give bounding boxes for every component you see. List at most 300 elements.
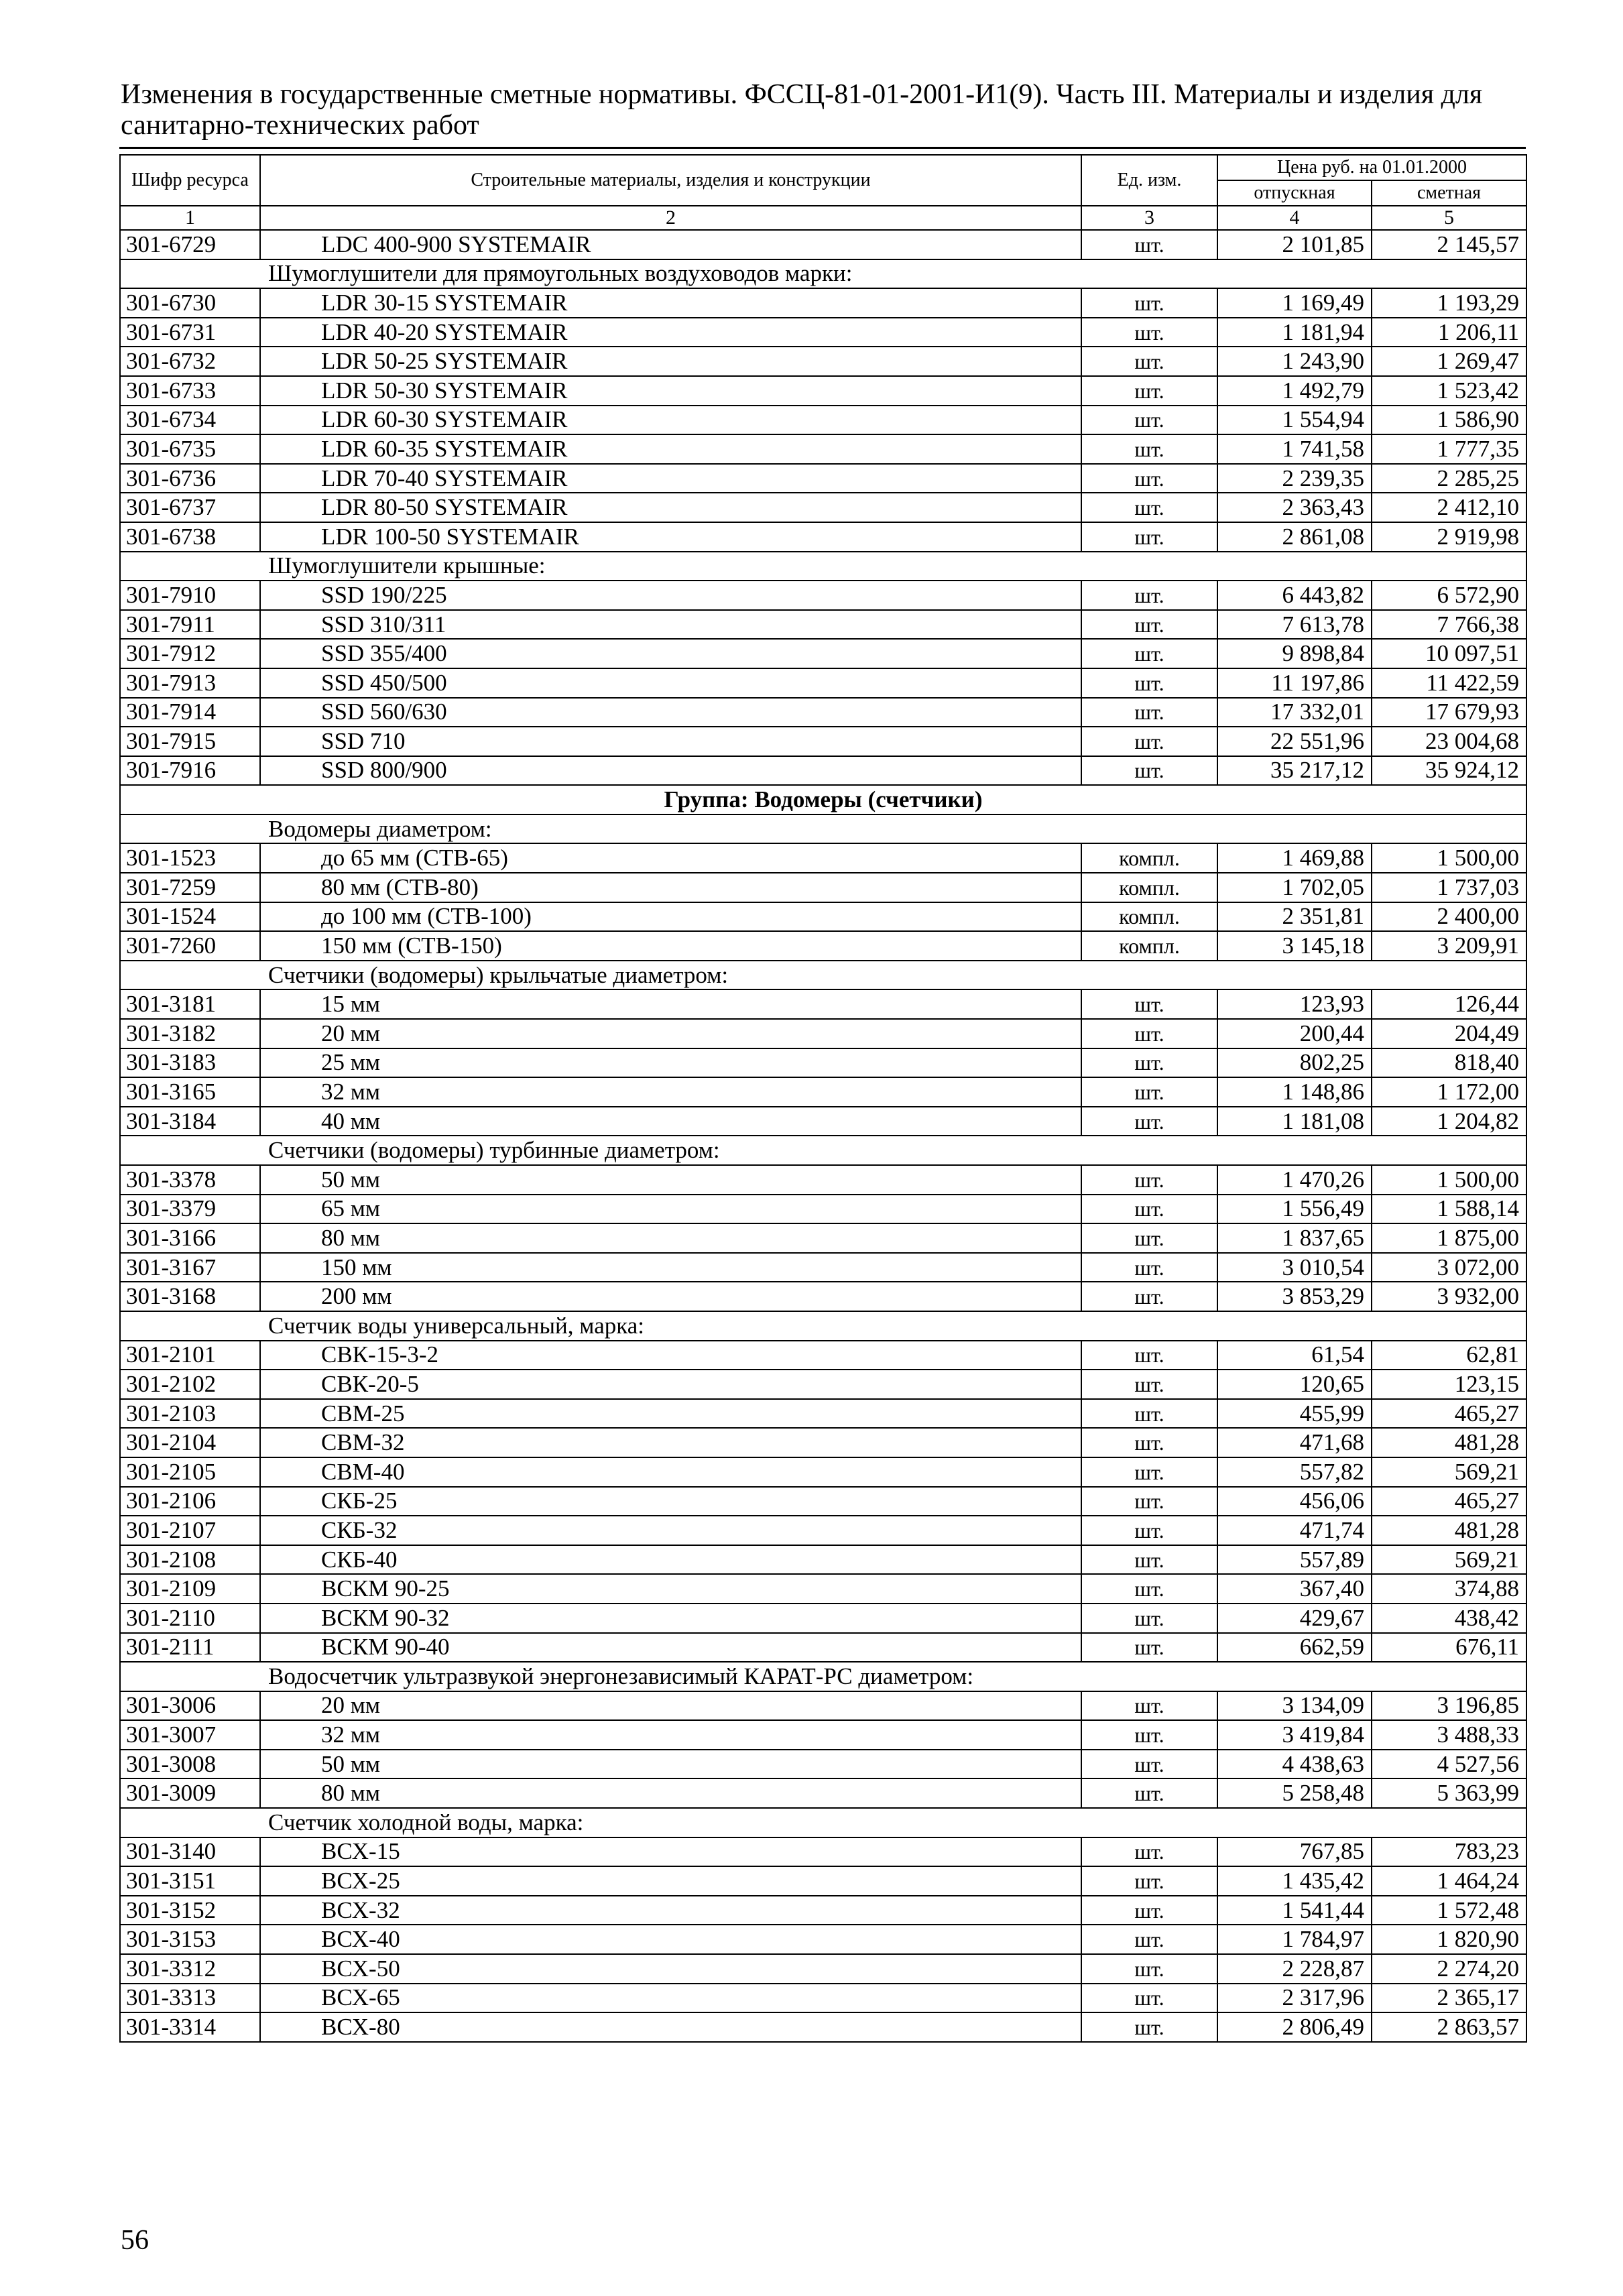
material-name: 20 мм <box>260 1019 1081 1048</box>
release-price: 5 258,48 <box>1217 1778 1372 1808</box>
estimate-price: 1 588,14 <box>1372 1195 1526 1224</box>
material-name: LDR 70-40 SYSTEMAIR <box>260 464 1081 493</box>
table-row <box>120 1604 1526 1633</box>
resource-code: 301-6729 <box>120 230 260 259</box>
material-name: LDR 100-50 SYSTEMAIR <box>260 522 1081 552</box>
resource-code: 301-3313 <box>120 1984 260 2013</box>
table-row <box>120 1165 1526 1195</box>
col-release-header: отпускная <box>1217 180 1372 206</box>
material-name: до 100 мм (СТВ-100) <box>260 902 1081 932</box>
unit-of-measure: компл. <box>1081 873 1217 902</box>
col-number: 3 <box>1081 206 1217 230</box>
resource-code: 301-2101 <box>120 1341 260 1370</box>
material-name: 25 мм <box>260 1048 1081 1078</box>
release-price: 802,25 <box>1217 1048 1372 1078</box>
release-price: 4 438,63 <box>1217 1750 1372 1779</box>
section-title: Счетчики (водомеры) турбинные диаметром: <box>120 1136 1526 1165</box>
table-row <box>120 873 1526 902</box>
estimate-price: 1 269,47 <box>1372 347 1526 376</box>
unit-of-measure: шт. <box>1081 493 1217 522</box>
table-row <box>120 1633 1526 1663</box>
section-title: Водосчетчик ультразвукой энергонезависимый КАРАТ-РС диаметром: <box>120 1662 1526 1691</box>
release-price: 11 197,86 <box>1217 668 1372 698</box>
resource-code: 301-3183 <box>120 1048 260 1078</box>
estimate-price: 35 924,12 <box>1372 756 1526 786</box>
resource-code: 301-3009 <box>120 1778 260 1808</box>
unit-of-measure: шт. <box>1081 1107 1217 1136</box>
unit-of-measure: шт. <box>1081 434 1217 464</box>
resource-code: 301-3166 <box>120 1223 260 1253</box>
release-price: 2 861,08 <box>1217 522 1372 552</box>
col-number: 4 <box>1217 206 1372 230</box>
table-row <box>120 931 1526 961</box>
resource-code: 301-7260 <box>120 931 260 961</box>
resource-code: 301-3153 <box>120 1925 260 1954</box>
table-row <box>120 376 1526 406</box>
material-name: ВСХ-40 <box>260 1925 1081 1954</box>
material-name: LDC 400-900 SYSTEMAIR <box>260 230 1081 259</box>
estimate-price: 1 875,00 <box>1372 1223 1526 1253</box>
estimate-price: 4 527,56 <box>1372 1750 1526 1779</box>
resource-code: 301-3151 <box>120 1866 260 1896</box>
release-price: 456,06 <box>1217 1487 1372 1516</box>
release-price: 3 134,09 <box>1217 1691 1372 1721</box>
table-row <box>120 1223 1526 1253</box>
unit-of-measure: шт. <box>1081 1019 1217 1048</box>
estimate-price: 2 145,57 <box>1372 230 1526 259</box>
unit-of-measure: шт. <box>1081 1633 1217 1663</box>
table-row <box>120 843 1526 873</box>
material-name: 80 мм <box>260 1778 1081 1808</box>
estimate-price: 5 363,99 <box>1372 1778 1526 1808</box>
resource-code: 301-6730 <box>120 288 260 318</box>
unit-of-measure: шт. <box>1081 1077 1217 1107</box>
unit-of-measure: компл. <box>1081 843 1217 873</box>
material-name: SSD 450/500 <box>260 668 1081 698</box>
resource-code: 301-1523 <box>120 843 260 873</box>
table-row <box>120 1896 1526 1925</box>
table-row <box>120 1866 1526 1896</box>
estimate-price: 3 209,91 <box>1372 931 1526 961</box>
resource-code: 301-2106 <box>120 1487 260 1516</box>
section-row <box>120 814 1526 844</box>
section-row <box>120 1311 1526 1341</box>
release-price: 767,85 <box>1217 1837 1372 1867</box>
unit-of-measure: шт. <box>1081 288 1217 318</box>
unit-of-measure: шт. <box>1081 1604 1217 1633</box>
price-table <box>119 154 1527 2043</box>
unit-of-measure: шт. <box>1081 464 1217 493</box>
table-row <box>120 1370 1526 1399</box>
table-row <box>120 406 1526 435</box>
unit-of-measure: шт. <box>1081 1778 1217 1808</box>
resource-code: 301-3165 <box>120 1077 260 1107</box>
release-price: 1 181,08 <box>1217 1107 1372 1136</box>
table-row <box>120 1048 1526 1078</box>
release-price: 557,89 <box>1217 1545 1372 1575</box>
unit-of-measure: шт. <box>1081 376 1217 406</box>
resource-code: 301-3314 <box>120 2012 260 2042</box>
unit-of-measure: шт. <box>1081 1896 1217 1925</box>
resource-code: 301-7911 <box>120 610 260 640</box>
material-name: 65 мм <box>260 1195 1081 1224</box>
estimate-price: 1 523,42 <box>1372 376 1526 406</box>
unit-of-measure: шт. <box>1081 668 1217 698</box>
material-name: СКБ-32 <box>260 1516 1081 1545</box>
unit-of-measure: шт. <box>1081 318 1217 347</box>
release-price: 1 556,49 <box>1217 1195 1372 1224</box>
col-unit-header: Ед. изм. <box>1081 155 1217 206</box>
release-price: 367,40 <box>1217 1574 1372 1604</box>
estimate-price: 11 422,59 <box>1372 668 1526 698</box>
estimate-price: 465,27 <box>1372 1399 1526 1429</box>
section-title: Счетчик воды универсальный, марка: <box>120 1311 1526 1341</box>
material-name: LDR 60-30 SYSTEMAIR <box>260 406 1081 435</box>
estimate-price: 62,81 <box>1372 1341 1526 1370</box>
unit-of-measure: шт. <box>1081 1457 1217 1487</box>
release-price: 1 435,42 <box>1217 1866 1372 1896</box>
material-name: LDR 60-35 SYSTEMAIR <box>260 434 1081 464</box>
release-price: 17 332,01 <box>1217 698 1372 727</box>
estimate-price: 6 572,90 <box>1372 581 1526 610</box>
material-name: 32 мм <box>260 1077 1081 1107</box>
estimate-price: 481,28 <box>1372 1428 1526 1457</box>
section-title: Водомеры диаметром: <box>120 814 1526 844</box>
estimate-price: 3 488,33 <box>1372 1720 1526 1750</box>
resource-code: 301-3008 <box>120 1750 260 1779</box>
release-price: 662,59 <box>1217 1633 1372 1663</box>
release-price: 9 898,84 <box>1217 639 1372 668</box>
table-row <box>120 1077 1526 1107</box>
unit-of-measure: шт. <box>1081 1574 1217 1604</box>
estimate-price: 1 572,48 <box>1372 1896 1526 1925</box>
release-price: 6 443,82 <box>1217 581 1372 610</box>
material-name: SSD 310/311 <box>260 610 1081 640</box>
estimate-price: 481,28 <box>1372 1516 1526 1545</box>
resource-code: 301-7910 <box>120 581 260 610</box>
material-name: 20 мм <box>260 1691 1081 1721</box>
unit-of-measure: шт. <box>1081 2012 1217 2042</box>
resource-code: 301-7913 <box>120 668 260 698</box>
release-price: 1 243,90 <box>1217 347 1372 376</box>
unit-of-measure: шт. <box>1081 1516 1217 1545</box>
resource-code: 301-6733 <box>120 376 260 406</box>
unit-of-measure: шт. <box>1081 1048 1217 1078</box>
release-price: 2 317,96 <box>1217 1984 1372 2013</box>
resource-code: 301-3182 <box>120 1019 260 1048</box>
resource-code: 301-3152 <box>120 1896 260 1925</box>
document-header: Изменения в государственные сметные нормативы. ФССЦ-81-01-2001-И1(9). Часть III. Материалы и изделия для санитарно-технических работ <box>121 79 1483 141</box>
release-price: 120,65 <box>1217 1370 1372 1399</box>
material-name: СКБ-40 <box>260 1545 1081 1575</box>
material-name: 150 мм <box>260 1253 1081 1282</box>
page-number: 56 <box>121 2225 149 2256</box>
resource-code: 301-6731 <box>120 318 260 347</box>
table-body <box>120 230 1526 2042</box>
estimate-price: 1 204,82 <box>1372 1107 1526 1136</box>
estimate-price: 2 863,57 <box>1372 2012 1526 2042</box>
table-row <box>120 1516 1526 1545</box>
material-name: ВСХ-50 <box>260 1954 1081 1984</box>
unit-of-measure: шт. <box>1081 1720 1217 1750</box>
estimate-price: 438,42 <box>1372 1604 1526 1633</box>
section-title: Счетчики (водомеры) крыльчатые диаметром: <box>120 961 1526 990</box>
material-name: СВК-20-5 <box>260 1370 1081 1399</box>
release-price: 1 784,97 <box>1217 1925 1372 1954</box>
resource-code: 301-3168 <box>120 1282 260 1311</box>
resource-code: 301-3007 <box>120 1720 260 1750</box>
table-row <box>120 1720 1526 1750</box>
estimate-price: 1 777,35 <box>1372 434 1526 464</box>
release-price: 1 554,94 <box>1217 406 1372 435</box>
estimate-price: 204,49 <box>1372 1019 1526 1048</box>
estimate-price: 2 919,98 <box>1372 522 1526 552</box>
unit-of-measure: шт. <box>1081 1399 1217 1429</box>
table-row <box>120 1253 1526 1282</box>
estimate-price: 126,44 <box>1372 989 1526 1019</box>
table-row <box>120 1341 1526 1370</box>
estimate-price: 676,11 <box>1372 1633 1526 1663</box>
release-price: 3 010,54 <box>1217 1253 1372 1282</box>
material-name: 15 мм <box>260 989 1081 1019</box>
material-name: 32 мм <box>260 1720 1081 1750</box>
material-name: 150 мм (СТВ-150) <box>260 931 1081 961</box>
material-name: ВСХ-15 <box>260 1837 1081 1867</box>
col-number: 5 <box>1372 206 1526 230</box>
release-price: 35 217,12 <box>1217 756 1372 786</box>
material-name: ВСХ-32 <box>260 1896 1081 1925</box>
table-row <box>120 727 1526 756</box>
table-row <box>120 1399 1526 1429</box>
table-row <box>120 1195 1526 1224</box>
release-price: 557,82 <box>1217 1457 1372 1487</box>
estimate-price: 1 193,29 <box>1372 288 1526 318</box>
table-row <box>120 1428 1526 1457</box>
estimate-price: 2 365,17 <box>1372 1984 1526 2013</box>
release-price: 1 169,49 <box>1217 288 1372 318</box>
resource-code: 301-3312 <box>120 1954 260 1984</box>
unit-of-measure: шт. <box>1081 610 1217 640</box>
material-name: SSD 800/900 <box>260 756 1081 786</box>
material-name: LDR 40-20 SYSTEMAIR <box>260 318 1081 347</box>
resource-code: 301-2103 <box>120 1399 260 1429</box>
estimate-price: 1 500,00 <box>1372 1165 1526 1195</box>
release-price: 471,68 <box>1217 1428 1372 1457</box>
table-row <box>120 610 1526 640</box>
release-price: 7 613,78 <box>1217 610 1372 640</box>
group-title: Группа: Водомеры (счетчики) <box>120 785 1526 814</box>
release-price: 3 419,84 <box>1217 1720 1372 1750</box>
estimate-price: 1 737,03 <box>1372 873 1526 902</box>
release-price: 1 148,86 <box>1217 1077 1372 1107</box>
col-name-header: Строительные материалы, изделия и конструкции <box>260 155 1081 206</box>
release-price: 1 541,44 <box>1217 1896 1372 1925</box>
resource-code: 301-2104 <box>120 1428 260 1457</box>
material-name: 40 мм <box>260 1107 1081 1136</box>
resource-code: 301-2102 <box>120 1370 260 1399</box>
estimate-price: 569,21 <box>1372 1545 1526 1575</box>
section-row <box>120 1662 1526 1691</box>
estimate-price: 123,15 <box>1372 1370 1526 1399</box>
section-title: Шумоглушители крышные: <box>120 552 1526 581</box>
release-price: 2 806,49 <box>1217 2012 1372 2042</box>
resource-code: 301-6737 <box>120 493 260 522</box>
table-row <box>120 902 1526 932</box>
col-number: 1 <box>120 206 260 230</box>
estimate-price: 1 206,11 <box>1372 318 1526 347</box>
unit-of-measure: шт. <box>1081 756 1217 786</box>
unit-of-measure: шт. <box>1081 1223 1217 1253</box>
resource-code: 301-1524 <box>120 902 260 932</box>
col-number: 2 <box>260 206 1081 230</box>
material-name: ВСХ-80 <box>260 2012 1081 2042</box>
unit-of-measure: шт. <box>1081 1925 1217 1954</box>
table-row <box>120 668 1526 698</box>
unit-of-measure: шт. <box>1081 989 1217 1019</box>
material-name: SSD 710 <box>260 727 1081 756</box>
unit-of-measure: шт. <box>1081 1837 1217 1867</box>
table-row <box>120 230 1526 259</box>
table-row <box>120 434 1526 464</box>
material-name: ВСКМ 90-32 <box>260 1604 1081 1633</box>
col-price-header: Цена руб. на 01.01.2000 <box>1217 155 1526 180</box>
table-row <box>120 1778 1526 1808</box>
estimate-price: 569,21 <box>1372 1457 1526 1487</box>
estimate-price: 465,27 <box>1372 1487 1526 1516</box>
estimate-price: 1 820,90 <box>1372 1925 1526 1954</box>
estimate-price: 17 679,93 <box>1372 698 1526 727</box>
estimate-price: 2 412,10 <box>1372 493 1526 522</box>
unit-of-measure: шт. <box>1081 1487 1217 1516</box>
table-row <box>120 1574 1526 1604</box>
table-row <box>120 1487 1526 1516</box>
unit-of-measure: шт. <box>1081 698 1217 727</box>
resource-code: 301-2107 <box>120 1516 260 1545</box>
material-name: LDR 50-30 SYSTEMAIR <box>260 376 1081 406</box>
section-row <box>120 552 1526 581</box>
header-rule <box>119 147 1526 149</box>
resource-code: 301-3167 <box>120 1253 260 1282</box>
section-row <box>120 1808 1526 1837</box>
material-name: СВМ-32 <box>260 1428 1081 1457</box>
release-price: 1 492,79 <box>1217 376 1372 406</box>
estimate-price: 3 932,00 <box>1372 1282 1526 1311</box>
material-name: LDR 80-50 SYSTEMAIR <box>260 493 1081 522</box>
release-price: 61,54 <box>1217 1341 1372 1370</box>
release-price: 1 470,26 <box>1217 1165 1372 1195</box>
unit-of-measure: шт. <box>1081 1954 1217 1984</box>
unit-of-measure: шт. <box>1081 1866 1217 1896</box>
release-price: 2 363,43 <box>1217 493 1372 522</box>
section-row <box>120 1136 1526 1165</box>
resource-code: 301-7259 <box>120 873 260 902</box>
unit-of-measure: компл. <box>1081 902 1217 932</box>
estimate-price: 1 172,00 <box>1372 1077 1526 1107</box>
estimate-price: 2 274,20 <box>1372 1954 1526 1984</box>
table-row <box>120 318 1526 347</box>
unit-of-measure: шт. <box>1081 1195 1217 1224</box>
estimate-price: 2 400,00 <box>1372 902 1526 932</box>
table-row <box>120 493 1526 522</box>
table-row <box>120 581 1526 610</box>
resource-code: 301-3184 <box>120 1107 260 1136</box>
material-name: 50 мм <box>260 1165 1081 1195</box>
release-price: 455,99 <box>1217 1399 1372 1429</box>
estimate-price: 783,23 <box>1372 1837 1526 1867</box>
material-name: SSD 355/400 <box>260 639 1081 668</box>
table-row <box>120 1457 1526 1487</box>
resource-code: 301-3379 <box>120 1195 260 1224</box>
release-price: 429,67 <box>1217 1604 1372 1633</box>
table-row <box>120 1925 1526 1954</box>
estimate-price: 3 196,85 <box>1372 1691 1526 1721</box>
material-name: ВСХ-25 <box>260 1866 1081 1896</box>
resource-code: 301-3378 <box>120 1165 260 1195</box>
table-row <box>120 522 1526 552</box>
resource-code: 301-6735 <box>120 434 260 464</box>
material-name: СВК-15-3-2 <box>260 1341 1081 1370</box>
unit-of-measure: шт. <box>1081 1341 1217 1370</box>
material-name: СВМ-40 <box>260 1457 1081 1487</box>
unit-of-measure: шт. <box>1081 1691 1217 1721</box>
resource-code: 301-2110 <box>120 1604 260 1633</box>
estimate-price: 1 464,24 <box>1372 1866 1526 1896</box>
col-estimate-header: сметная <box>1372 180 1526 206</box>
table-row <box>120 698 1526 727</box>
estimate-price: 7 766,38 <box>1372 610 1526 640</box>
release-price: 1 702,05 <box>1217 873 1372 902</box>
table-row <box>120 756 1526 786</box>
resource-code: 301-3140 <box>120 1837 260 1867</box>
release-price: 22 551,96 <box>1217 727 1372 756</box>
section-row <box>120 259 1526 289</box>
table-row <box>120 1545 1526 1575</box>
release-price: 1 469,88 <box>1217 843 1372 873</box>
unit-of-measure: шт. <box>1081 581 1217 610</box>
resource-code: 301-2111 <box>120 1633 260 1663</box>
table-row <box>120 464 1526 493</box>
material-name: СКБ-25 <box>260 1487 1081 1516</box>
release-price: 2 351,81 <box>1217 902 1372 932</box>
unit-of-measure: шт. <box>1081 406 1217 435</box>
unit-of-measure: компл. <box>1081 931 1217 961</box>
unit-of-measure: шт. <box>1081 1370 1217 1399</box>
material-name: LDR 50-25 SYSTEMAIR <box>260 347 1081 376</box>
table-row <box>120 1107 1526 1136</box>
material-name: 200 мм <box>260 1282 1081 1311</box>
resource-code: 301-6738 <box>120 522 260 552</box>
material-name: LDR 30-15 SYSTEMAIR <box>260 288 1081 318</box>
unit-of-measure: шт. <box>1081 1984 1217 2013</box>
estimate-price: 818,40 <box>1372 1048 1526 1078</box>
group-row <box>120 785 1526 814</box>
material-name: 50 мм <box>260 1750 1081 1779</box>
unit-of-measure: шт. <box>1081 230 1217 259</box>
table-row <box>120 1750 1526 1779</box>
table-row <box>120 1954 1526 1984</box>
resource-code: 301-2105 <box>120 1457 260 1487</box>
table-row <box>120 639 1526 668</box>
table-row <box>120 2012 1526 2042</box>
release-price: 2 239,35 <box>1217 464 1372 493</box>
material-name: SSD 560/630 <box>260 698 1081 727</box>
release-price: 1 741,58 <box>1217 434 1372 464</box>
estimate-price: 1 586,90 <box>1372 406 1526 435</box>
resource-code: 301-6732 <box>120 347 260 376</box>
estimate-price: 3 072,00 <box>1372 1253 1526 1282</box>
section-title: Счетчик холодной воды, марка: <box>120 1808 1526 1837</box>
table-row <box>120 1984 1526 2013</box>
